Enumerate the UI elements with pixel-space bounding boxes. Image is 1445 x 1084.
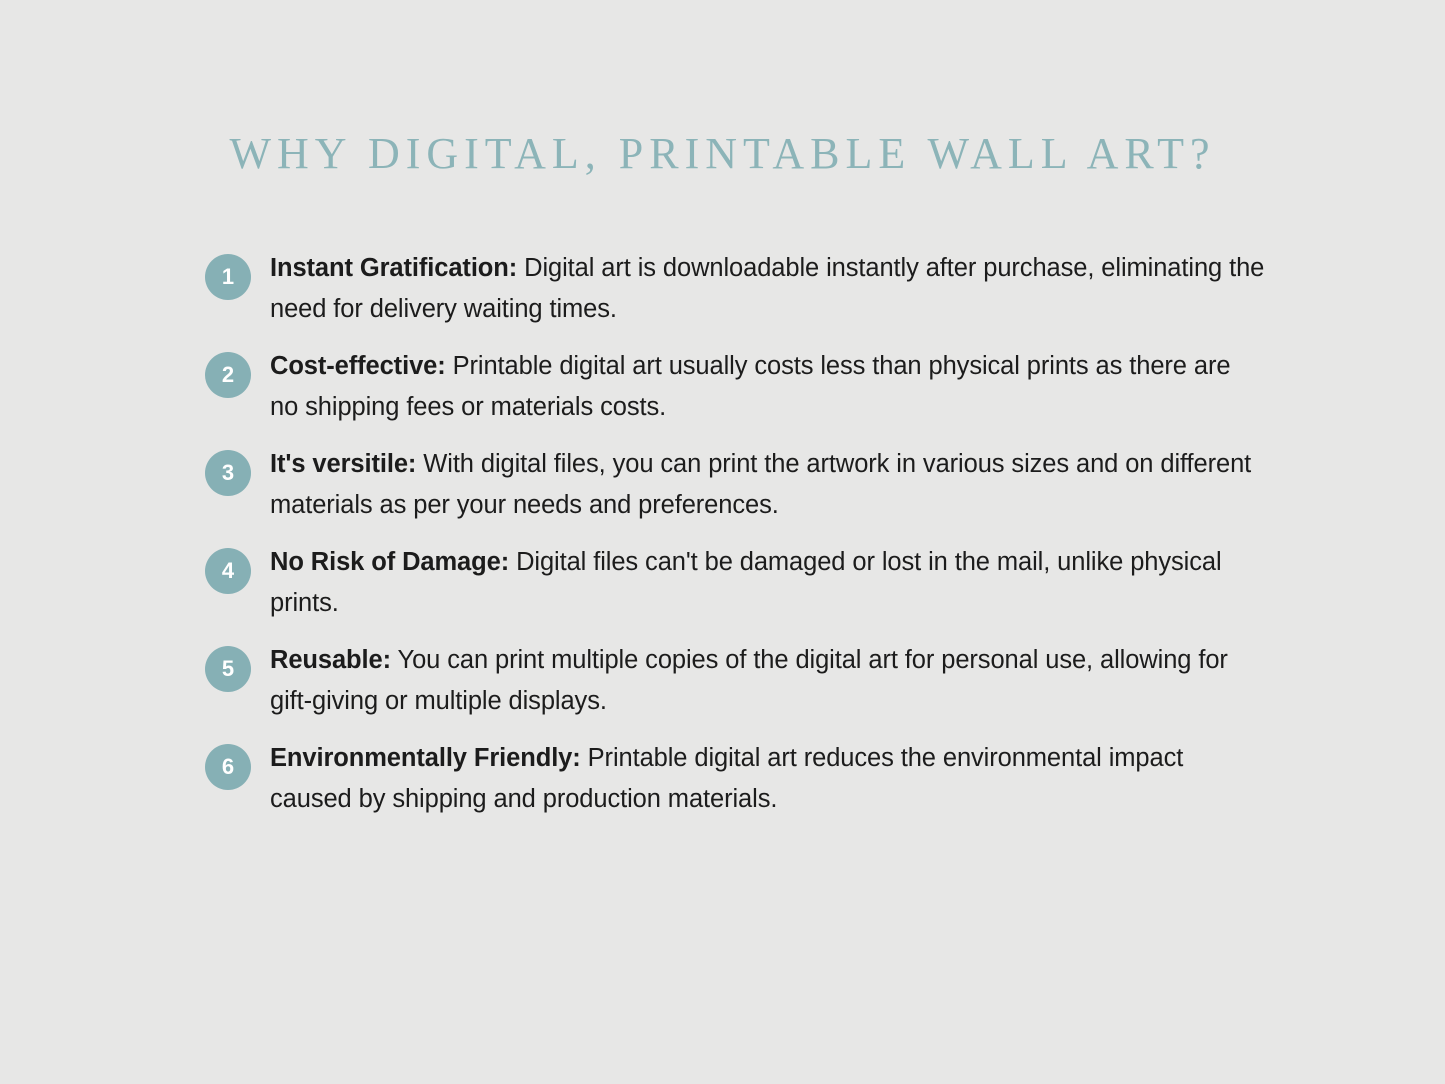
page-title: WHY DIGITAL, PRINTABLE WALL ART? xyxy=(229,129,1216,178)
item-body: Digital files can't be damaged or lost in the mail, unlike physical prints. xyxy=(270,548,1222,617)
item-lead: No Risk of Damage: xyxy=(270,548,510,576)
list-item xyxy=(205,346,1265,428)
item-body: Digital art is downloadable instantly after purchase, eliminating the need for delivery waiting times. xyxy=(270,254,1265,323)
item-text xyxy=(270,542,1265,624)
item-lead: Reusable: xyxy=(270,646,391,674)
item-lead: Instant Gratification: xyxy=(270,254,518,282)
list-item xyxy=(205,738,1265,820)
item-number-badge: 2 xyxy=(205,352,251,398)
item-number-badge: 5 xyxy=(205,646,251,692)
item-lead: Environmentally Friendly: xyxy=(270,744,581,772)
item-text xyxy=(270,444,1265,526)
item-number-badge: 6 xyxy=(205,744,251,790)
item-body: With digital files, you can print the artwork in various sizes and on different materials as per your needs and preferences. xyxy=(270,450,1252,519)
item-lead: It's versitile: xyxy=(270,450,417,478)
item-number-badge: 1 xyxy=(205,254,251,300)
item-body: Printable digital art reduces the environmental impact caused by shipping and production materials. xyxy=(270,744,1184,813)
item-text xyxy=(270,248,1265,330)
list-item xyxy=(205,444,1265,526)
item-body: Printable digital art usually costs less than physical prints as there are no shipping fees or materials costs. xyxy=(270,352,1231,421)
item-text xyxy=(270,738,1265,820)
list-item xyxy=(205,542,1265,624)
item-number-badge: 4 xyxy=(205,548,251,594)
item-lead: Cost-effective: xyxy=(270,352,446,380)
item-body: You can print multiple copies of the digital art for personal use, allowing for gift-giving or multiple displays. xyxy=(270,646,1228,715)
item-text xyxy=(270,346,1265,428)
item-number-badge: 3 xyxy=(205,450,251,496)
list-item xyxy=(205,248,1265,330)
benefits-list xyxy=(205,248,1265,836)
item-text xyxy=(270,640,1265,722)
list-item xyxy=(205,640,1265,722)
